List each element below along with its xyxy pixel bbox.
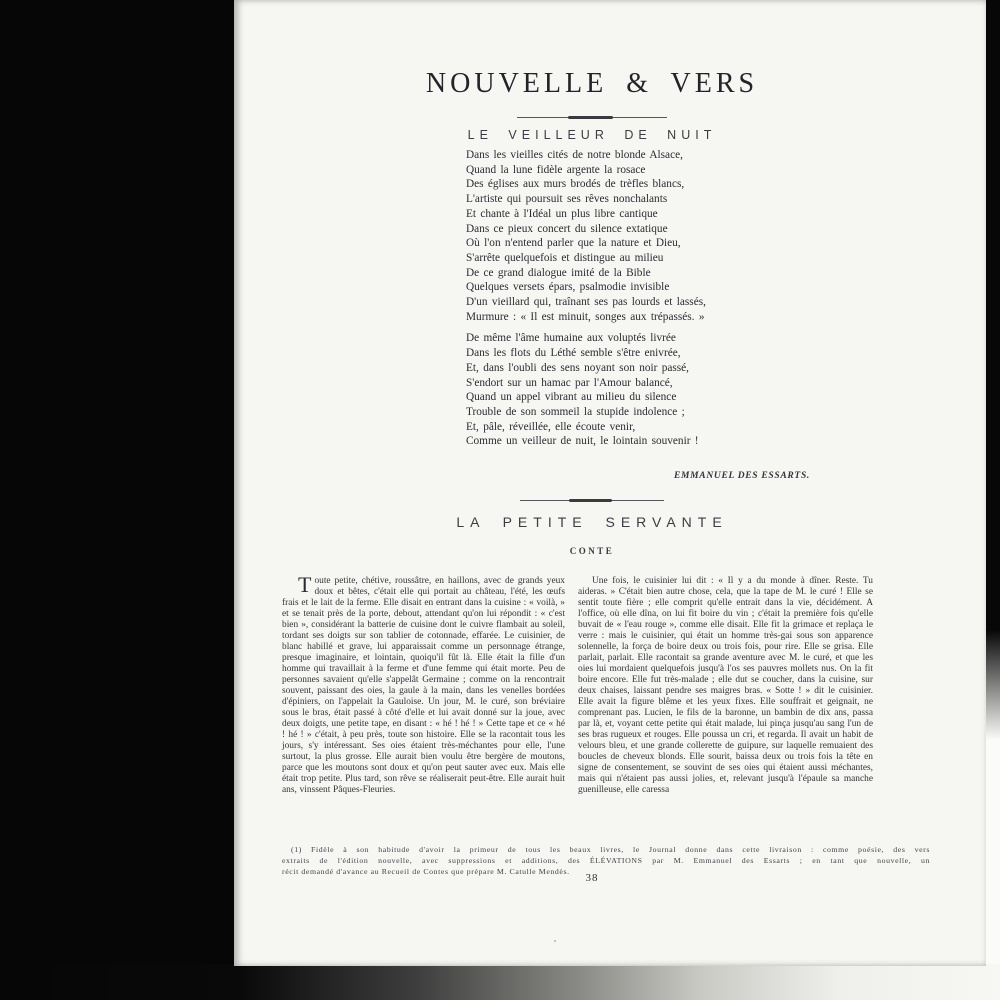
story-column-right (578, 576, 873, 796)
magazine-page (234, 0, 986, 966)
poem-stanza-2 (466, 331, 706, 449)
poem-line: Dans les vieilles cités de notre blonde Alsace, (466, 149, 683, 161)
poem-line: L'artiste qui poursuit ses rêves nonchalants (466, 193, 668, 206)
footnote-line: récit demandé d'avance au Recueil de Contes que prépare M. Catulle Mendès. (282, 867, 570, 876)
poem-le-veilleur-de-nuit (466, 148, 706, 449)
poem-line: Dans ce pieux concert du silence extatique (466, 222, 668, 235)
poem-line: Quelques versets épars, psalmodie invisible (466, 281, 670, 294)
story-right-text: Une fois, le cuisinier lui dit : « Il y a du monde à dîner. Reste. Tu aideras. » C'était bien autre chose, cela, que la tape de M. le curé ! Elle se sentit toute fière ; elle comprit qu'elle entrait dans la vie, décidément. A l'office, où elle dîna, on lui fit boire du vin ; c'était la première fois qu'elle buvait de « l'eau rouge », comme elle disait. Elle fit la grimace et replaça le verre : mais le cuisinier, qui était un homme très-gai sous son apparence solennelle, la força de boire deux ou trois fois, pour rire. Elle se grisa. Elle parlait, parlait. Elle racontait sa grande aventure avec M. le curé, et que les oies lui mordaient quelquefois jusqu'à l'os ses pauvres mollets nus. On la fit boire encore. Elle fut très-malade ; elle dut se coucher, dans la cuisine, sur deux chaises, laissant pendre ses maigres bras. « Sotte ! » dit le cuisinier. Elle avait la figure blême et les yeux fixes. Elle souffrait et geignait, ne comprenant pas. Lucien, le fils de la baronne, un bambin de dix ans, passa par là, et, voyant cette petite qui était malade, lui pinça jusqu'au sang l'un de ses bras rugueux et rouges. Elle poussa un cri, et regarda. Il avait un habit de velours bleu, et une grande collerette de guipure, sur laquelle remuaient des boucles de cheveux blonds. Elle sourit, baissa deux ou trois fois la tête en signe de consentement, se souvint de ses oies qui étaient aussi méchantes, mais qui n'étaient pas aussi jolies, et, relevant jusqu'à l'épaule sa manche guenilleuse, elle caressa (578, 576, 873, 795)
poem-line: Dans les flots du Léthé semble s'être enivrée, (466, 347, 681, 360)
poem-line: Quand un appel vibrant au milieu du silence (466, 391, 677, 404)
poem-line: Et, dans l'oubli des sens noyant son noir passé, (466, 361, 690, 374)
photo-background-bottom (0, 964, 1000, 1000)
poem-heading: LE VEILLEUR DE NUIT (467, 128, 717, 142)
story-column-left (282, 572, 565, 796)
photo-background-right (986, 0, 1000, 740)
poem-line: Et, pâle, réveillée, elle écoute venir, (466, 420, 636, 433)
poem-line: Et chante à l'Idéal un plus libre cantique (466, 207, 658, 220)
poem-line: Comme un veilleur de nuit, le lointain souvenir ! (466, 435, 699, 448)
story-heading: LA PETITE SERVANTE (456, 514, 728, 530)
poem-line: De ce grand dialogue imité de la Bible (466, 266, 651, 279)
dust-speck (554, 940, 556, 942)
poem-line: S'endort sur un hamac par l'Amour balancé, (466, 376, 673, 389)
footnote-line: (1) Fidèle à son habitude d'avoir la primeur de tous les beaux livres, le Journal donne dans cette livraison : comme poésie, des vers (291, 845, 930, 854)
masthead-rule (517, 117, 667, 118)
story-left-text: oute petite, chétive, roussâtre, en haillons, avec de grands yeux doux et bêtes, c'était elle qui portait au château, l'été, les œufs frais et le lait de la ferme. Elle disait en entrant dans la cuisine : « voilà, » et se tenait près de la porte, debout, attendant qu'on lui répondit : « c'est bien », considérant la batterie de cuisine dont le cuivre flambait au soleil, tordant ses doigts sur son tablier de cotonnade, effarée. Le cuisinier, de blanc habillé et grave, lui apparaissait comme un personnage étrange, presque imaginaire, et lointain, quoiqu'il fût là. Elle était la fille d'un homme qui travaillait à la ferme et d'une femme qui était morte. Peu de personnes savaient qu'elle s'appelât Germaine ; comme on la rencontrait souvent, paissant des oies, la gaule à la main, dans les venelles bordées d'épiniers, on l'appelait la Gauloise. Un jour, M. le curé, son bréviaire sous le bras, était passé à côté d'elle et lui avait donné sur la joue, avec deux doigts, une petite tape, en disant : « hé ! hé ! » Cette tape et ce « hé ! hé ! » c'était, à peu près, toute son histoire. Elle se la racontait tous les jours, s'y intéressant. Ses oies étaient très-méchantes pour elle, l'une surtout, la plus grosse. Elle aurait bien voulu être bergère de moutons, parce que les moutons sont doux et qu'on peut sauter avec eux. Mais elle était trop petite. Plus tard, son rêve se réaliserait peut-être. Elle aurait huit ans, vinssent Pâques-Fleuries. (282, 576, 565, 795)
poem-stanza-1 (466, 148, 706, 324)
poem-line: Murmure : « Il est minuit, songes aux trépassés. » (466, 310, 705, 323)
masthead-title: NOUVELLE & VERS (425, 68, 759, 99)
poem-line: Des églises aux murs brodés de trèfles blancs, (466, 178, 685, 191)
poem-line: Quand la lune fidèle argente la rosace (466, 163, 646, 176)
poem-line: S'arrête quelquefois et distingue au milieu (466, 251, 664, 264)
page-number: 38 (585, 872, 599, 884)
poem-line: De même l'âme humaine aux voluptés livrée (466, 332, 676, 345)
poem-line: Trouble de son sommeil la stupide indolence ; (466, 405, 685, 418)
section-divider-rule (520, 500, 664, 501)
photo-background-left (0, 0, 234, 1000)
story-subheading: CONTE (569, 546, 615, 556)
poem-line: Où l'on n'entend parler que la nature et Dieu, (466, 237, 681, 250)
drop-cap: T (298, 572, 312, 597)
footnote-line: extraits de l'édition nouvelle, avec suppressions et additions, des ÉLÉVATIONS par M. Emmanuel des Essarts ; en tant que nouvelle, un (282, 856, 930, 865)
poem-author-signature: EMMANUEL DES ESSARTS. (673, 471, 810, 481)
poem-line: D'un vieillard qui, traînant ses pas lourds et lassés, (466, 296, 706, 309)
